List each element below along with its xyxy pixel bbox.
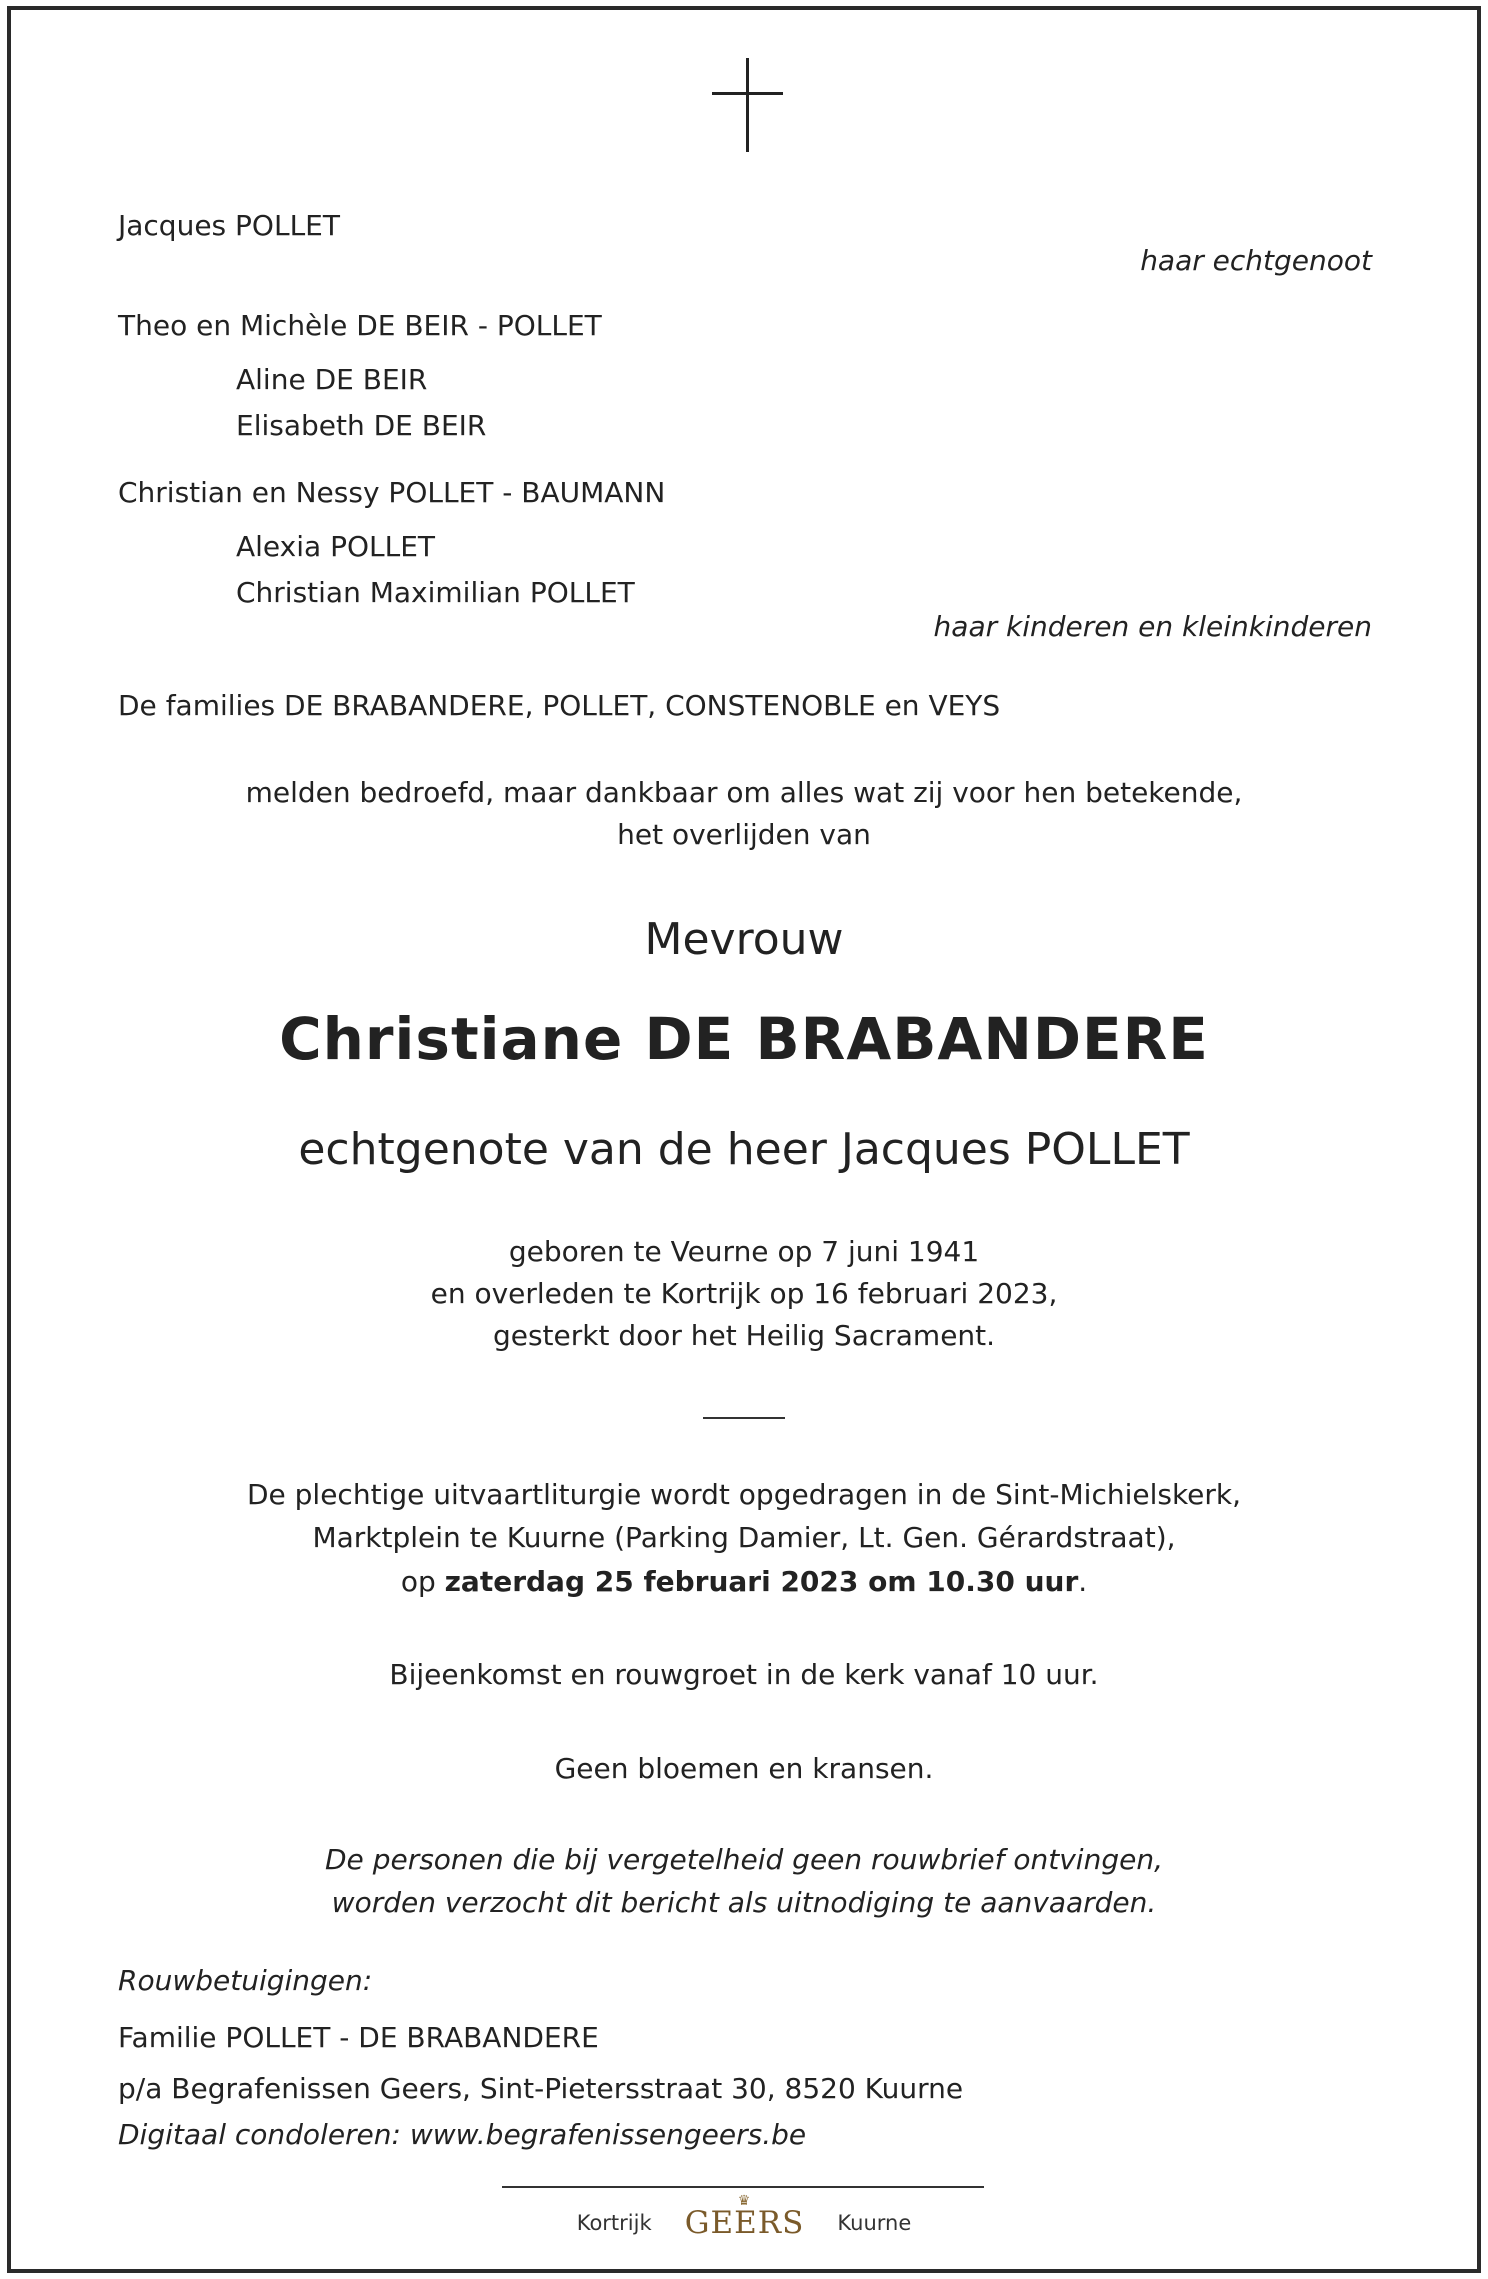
announcement-line2: het overlijden van bbox=[617, 818, 871, 851]
logo-city-right: Kuurne bbox=[837, 2211, 912, 2235]
birth-line: geboren te Veurne op 7 juni 1941 bbox=[508, 1235, 980, 1268]
husband-role: haar echtgenoot bbox=[1140, 244, 1372, 277]
grandchild1-name: Aline DE BEIR bbox=[236, 363, 428, 396]
condolences-address: p/a Begrafenissen Geers, Sint-Pietersstraat 30, 8520 Kuurne bbox=[118, 2072, 964, 2105]
section-divider bbox=[703, 1417, 785, 1419]
announcement-line1: melden bedroefd, maar dankbaar om alles wat zij voor hen betekende, bbox=[245, 776, 1243, 809]
funeral-home-logo bbox=[0, 2193, 1488, 2241]
funeral-line2: Marktplein te Kuurne (Parking Damier, Lt. Gen. Gérardstraat), bbox=[312, 1521, 1176, 1554]
footer-rule bbox=[502, 2186, 984, 2188]
sacrament-line: gesterkt door het Heilig Sacrament. bbox=[492, 1319, 996, 1352]
crown-icon: ♛ bbox=[737, 2193, 752, 2209]
husband-name: Jacques POLLET bbox=[118, 209, 340, 242]
death-line: en overleden te Kortrijk op 16 februari 2023, bbox=[430, 1277, 1058, 1310]
gathering-line: Bijeenkomst en rouwgroet in de kerk vanaf 10 uur. bbox=[389, 1658, 1099, 1691]
funeral-line1: De plechtige uitvaartliturgie wordt opgedragen in de Sint-Michielskerk, bbox=[246, 1478, 1242, 1511]
flowers-line: Geen bloemen en kransen. bbox=[554, 1752, 934, 1785]
grandchild4-name: Christian Maximilian POLLET bbox=[236, 576, 635, 609]
logo-brand bbox=[684, 2193, 805, 2241]
families-line: De families DE BRABANDERE, POLLET, CONSTENOBLE en VEYS bbox=[118, 689, 1001, 722]
child1-name: Theo en Michèle DE BEIR - POLLET bbox=[118, 309, 602, 342]
deceased-name: Christiane DE BRABANDERE bbox=[279, 1005, 1209, 1073]
condolences-label: Rouwbetuigingen: bbox=[118, 1964, 373, 1997]
grandchild2-name: Elisabeth DE BEIR bbox=[236, 409, 487, 442]
notice-line1: De personen die bij vergetelheid geen rouwbrief ontvingen, bbox=[325, 1843, 1163, 1876]
funeral-date-suffix: . bbox=[1078, 1565, 1088, 1598]
notice-line2: worden verzocht dit bericht als uitnodiging te aanvaarden. bbox=[331, 1886, 1157, 1919]
funeral-date: zaterdag 25 februari 2023 om 10.30 uur bbox=[444, 1565, 1079, 1598]
deceased-title: Mevrouw bbox=[644, 914, 844, 965]
grandchild3-name: Alexia POLLET bbox=[236, 530, 435, 563]
child2-name: Christian en Nessy POLLET - BAUMANN bbox=[118, 476, 666, 509]
condolences-digital: Digitaal condoleren: www.begrafenissengeers.be bbox=[118, 2118, 807, 2151]
deceased-spouse: echtgenote van de heer Jacques POLLET bbox=[298, 1124, 1190, 1175]
funeral-date-prefix: op bbox=[400, 1565, 445, 1598]
condolences-family: Familie POLLET - DE BRABANDERE bbox=[118, 2021, 599, 2054]
logo-brand-text: GEERS bbox=[684, 2205, 805, 2241]
children-role: haar kinderen en kleinkinderen bbox=[933, 610, 1372, 643]
funeral-line3 bbox=[0, 1565, 1488, 1599]
logo-city-left: Kortrijk bbox=[576, 2211, 652, 2235]
